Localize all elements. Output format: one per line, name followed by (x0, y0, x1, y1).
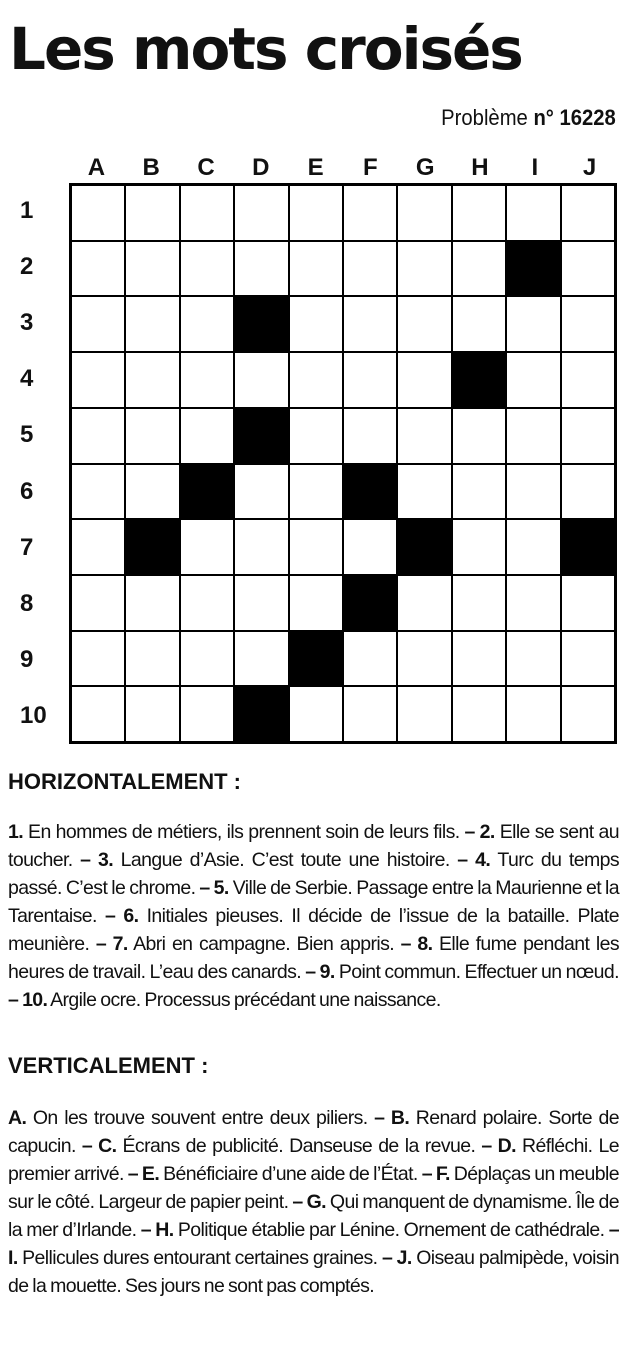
clue-number: – B. (374, 1107, 410, 1129)
row-label-10: 10 (20, 701, 47, 729)
clue-text: Oiseau palmipède, voisin de la mouette. Ses jours ne sont pas comptés. (8, 1247, 619, 1297)
cell-j9[interactable] (562, 632, 614, 686)
clue-text: Politique établie par Lénine. Ornement de cathédrale. (177, 1219, 605, 1241)
clue-number: – 8. (400, 933, 433, 955)
clue-number: – 6. (104, 905, 139, 927)
cell-c4[interactable] (181, 353, 233, 407)
cell-i6[interactable] (507, 465, 559, 519)
black-cell-d3 (235, 297, 287, 351)
cell-b9[interactable] (126, 632, 178, 686)
cell-b3[interactable] (126, 297, 178, 351)
cell-h2[interactable] (453, 242, 505, 296)
cell-j3[interactable] (562, 297, 614, 351)
row-label-5: 5 (20, 421, 34, 449)
clue-number: – C. (81, 1135, 117, 1157)
problem-number (441, 104, 616, 132)
clue-text: Langue d’Asie. C’est toute une histoire. (120, 849, 450, 871)
cell-c2[interactable] (181, 242, 233, 296)
cell-c10[interactable] (181, 687, 233, 741)
row-label-3: 3 (20, 309, 34, 337)
cell-f1[interactable] (344, 186, 396, 240)
cell-j6[interactable] (562, 465, 614, 519)
cell-b1[interactable] (126, 186, 178, 240)
cell-c8[interactable] (181, 576, 233, 630)
column-label-j: J (582, 154, 597, 181)
cell-c1[interactable] (181, 186, 233, 240)
cell-i9[interactable] (507, 632, 559, 686)
cell-g8[interactable] (398, 576, 450, 630)
cell-e2[interactable] (290, 242, 342, 296)
cell-h9[interactable] (453, 632, 505, 686)
cell-g6[interactable] (398, 465, 450, 519)
clue-number: – 2. (464, 821, 495, 843)
cell-e8[interactable] (290, 576, 342, 630)
cell-e1[interactable] (290, 186, 342, 240)
cell-a2[interactable] (72, 242, 124, 296)
cell-d4[interactable] (235, 353, 287, 407)
column-label-f: F (363, 154, 378, 181)
cell-g4[interactable] (398, 353, 450, 407)
cell-a8[interactable] (72, 576, 124, 630)
clue-number: – E. (127, 1163, 160, 1185)
column-label-g: G (415, 154, 435, 181)
clue-text: Elle fume pendant les heures de travail. L’eau des canards. (8, 933, 620, 983)
column-labels (69, 153, 617, 183)
black-cell-c6 (181, 465, 233, 519)
cell-i5[interactable] (507, 409, 559, 463)
cell-c5[interactable] (181, 409, 233, 463)
cell-e4[interactable] (290, 353, 342, 407)
row-label-2: 2 (20, 253, 34, 281)
cell-g5[interactable] (398, 409, 450, 463)
crossword-grid[interactable] (69, 183, 617, 744)
cell-f3[interactable] (344, 297, 396, 351)
cell-a10[interactable] (72, 687, 124, 741)
cell-a3[interactable] (72, 297, 124, 351)
clue-number: 1. (8, 821, 24, 843)
column-label-i: I (531, 154, 539, 181)
clue-text: Argile ocre. Processus précédant une naissance. (50, 989, 441, 1011)
clue-number: – G. (292, 1191, 326, 1213)
clue-number: – 5. (199, 877, 229, 899)
clue-number: – 9. (305, 961, 335, 983)
black-cell-j7 (562, 520, 614, 574)
cell-c9[interactable] (181, 632, 233, 686)
column-label-h: H (471, 154, 489, 181)
cell-b10[interactable] (126, 687, 178, 741)
clue-number: – 3. (80, 849, 114, 871)
row-label-1: 1 (20, 197, 34, 224)
cell-h7[interactable] (453, 520, 505, 574)
cell-e6[interactable] (290, 465, 342, 519)
cell-j8[interactable] (562, 576, 614, 630)
cell-d8[interactable] (235, 576, 287, 630)
clue-number: – 10. (8, 989, 48, 1011)
clue-text: On les trouve souvent entre deux piliers. (32, 1107, 368, 1129)
black-cell-d10 (235, 687, 287, 741)
cell-h3[interactable] (453, 297, 505, 351)
clue-text: Renard polaire. Sorte de capucin. (8, 1107, 619, 1157)
clue-number: – D. (481, 1135, 516, 1157)
row-label-7: 7 (20, 533, 34, 561)
cell-f2[interactable] (344, 242, 396, 296)
clue-text: Écrans de publicité. Danseuse de la revue. (122, 1135, 476, 1157)
row-label-8: 8 (20, 589, 34, 617)
clue-text: Qui manquent de dynamisme. Île de la mer d’Irlande. (8, 1191, 619, 1241)
cell-i4[interactable] (507, 353, 559, 407)
cell-e3[interactable] (290, 297, 342, 351)
black-cell-d5 (235, 409, 287, 463)
cell-h5[interactable] (453, 409, 505, 463)
cell-b5[interactable] (126, 409, 178, 463)
cell-b8[interactable] (126, 576, 178, 630)
cell-b2[interactable] (126, 242, 178, 296)
cell-f10[interactable] (344, 687, 396, 741)
horizontal-clues (8, 818, 619, 1014)
black-cell-e9 (290, 632, 342, 686)
cell-g10[interactable] (398, 687, 450, 741)
black-cell-f6 (344, 465, 396, 519)
cell-a9[interactable] (72, 632, 124, 686)
black-cell-g7 (398, 520, 450, 574)
clue-number: – 7. (95, 933, 128, 955)
clue-text: Elle se sent au toucher. (8, 821, 619, 871)
cell-g1[interactable] (398, 186, 450, 240)
horizontal-heading: HORIZONTALEMENT : (8, 769, 242, 794)
vertical-heading: VERTICALEMENT : (8, 1053, 209, 1078)
clue-number: A. (8, 1107, 27, 1129)
cell-i8[interactable] (507, 576, 559, 630)
cell-e7[interactable] (290, 520, 342, 574)
cell-e10[interactable] (290, 687, 342, 741)
cell-i3[interactable] (507, 297, 559, 351)
black-cell-i2 (507, 242, 559, 296)
column-label-a: A (87, 154, 106, 181)
clue-text: Bénéficiaire d’une aide de l’État. (163, 1163, 418, 1185)
row-label-9: 9 (20, 645, 34, 673)
black-cell-h4 (453, 353, 505, 407)
cell-h10[interactable] (453, 687, 505, 741)
cell-i7[interactable] (507, 520, 559, 574)
cell-a5[interactable] (72, 409, 124, 463)
clue-text: Ville de Serbie. Passage entre la Maurienne et la Tarentaise. (8, 877, 619, 927)
cell-h8[interactable] (453, 576, 505, 630)
row-label-6: 6 (20, 477, 34, 505)
cell-j4[interactable] (562, 353, 614, 407)
clue-text: Turc du temps passé. C’est le chrome. (8, 849, 619, 899)
cell-h6[interactable] (453, 465, 505, 519)
cell-g9[interactable] (398, 632, 450, 686)
problem-id: n° 16228 (533, 105, 616, 130)
cell-b4[interactable] (126, 353, 178, 407)
cell-j10[interactable] (562, 687, 614, 741)
cell-j1[interactable] (562, 186, 614, 240)
cell-i1[interactable] (507, 186, 559, 240)
cell-a1[interactable] (72, 186, 124, 240)
black-cell-f8 (344, 576, 396, 630)
page-title: Les mots croisés (9, 15, 522, 83)
cell-d7[interactable] (235, 520, 287, 574)
cell-f5[interactable] (344, 409, 396, 463)
cell-h1[interactable] (453, 186, 505, 240)
row-labels (0, 183, 69, 744)
cell-g3[interactable] (398, 297, 450, 351)
cell-g2[interactable] (398, 242, 450, 296)
cell-a7[interactable] (72, 520, 124, 574)
row-label-4: 4 (20, 365, 34, 393)
cell-a4[interactable] (72, 353, 124, 407)
cell-d2[interactable] (235, 242, 287, 296)
cell-d9[interactable] (235, 632, 287, 686)
cell-j2[interactable] (562, 242, 614, 296)
clue-text: Déplaças un meuble sur le côté. Largeur de papier peint. (8, 1163, 619, 1213)
clue-text: Abri en campagne. Bien appris. (133, 933, 395, 955)
clue-text: Réfléchi. Le premier arrivé. (8, 1135, 619, 1185)
clue-number: – F. (421, 1163, 450, 1185)
clue-number: – I. (8, 1219, 619, 1269)
clue-number: – H. (140, 1219, 174, 1241)
cell-e5[interactable] (290, 409, 342, 463)
cell-d6[interactable] (235, 465, 287, 519)
cell-i10[interactable] (507, 687, 559, 741)
column-label-b: B (142, 154, 160, 181)
clue-number: – 4. (457, 849, 491, 871)
cell-f9[interactable] (344, 632, 396, 686)
cell-j5[interactable] (562, 409, 614, 463)
cell-c7[interactable] (181, 520, 233, 574)
cell-d1[interactable] (235, 186, 287, 240)
cell-f7[interactable] (344, 520, 396, 574)
cell-f4[interactable] (344, 353, 396, 407)
column-label-d: D (252, 154, 270, 181)
clue-number: – J. (381, 1247, 412, 1269)
problem-prefix: Problème (441, 105, 534, 130)
column-label-c: C (197, 154, 215, 181)
cell-a6[interactable] (72, 465, 124, 519)
cell-b6[interactable] (126, 465, 178, 519)
clue-text: Pellicules dures entourant certaines graines. (22, 1247, 378, 1269)
vertical-clues (8, 1104, 619, 1300)
clue-text: Point commun. Effectuer un nœud. (338, 961, 619, 983)
clue-text: Initiales pieuses. Il décide de l’issue de la bataille. Plate meunière. (8, 905, 619, 955)
black-cell-b7 (126, 520, 178, 574)
clue-text: En hommes de métiers, ils prennent soin de leurs fils. (28, 821, 460, 843)
column-label-e: E (307, 154, 324, 181)
cell-c3[interactable] (181, 297, 233, 351)
